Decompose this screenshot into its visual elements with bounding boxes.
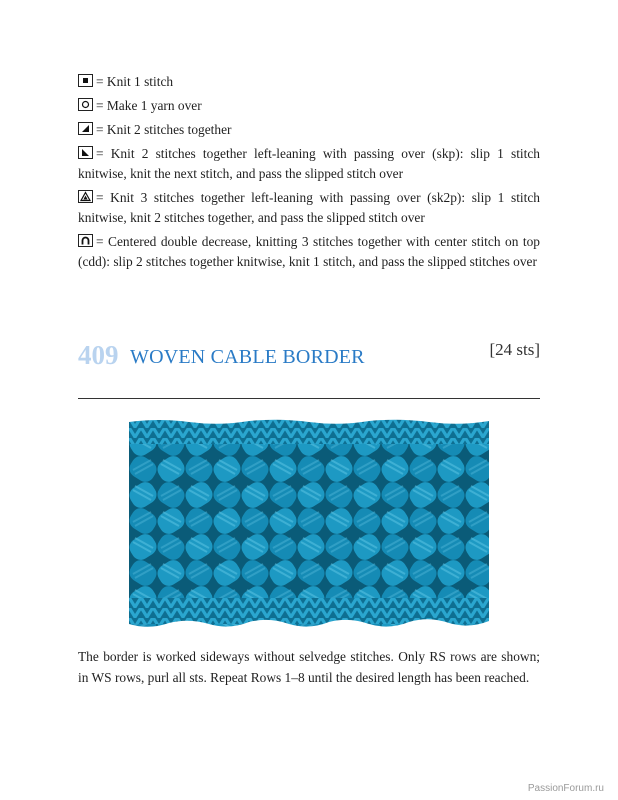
legend-text: = Centered double decrease, knitting 3 stitches together with center stitch on top (cdd): slip 2 stitches together knitwise, knit 1 stitch, and pass the slipped stitches over (78, 234, 540, 269)
cdd-arch-icon (78, 234, 93, 247)
legend-item-skp (78, 144, 540, 184)
pattern-header (78, 340, 540, 374)
k2tog-triangle-icon (78, 122, 93, 135)
legend-text: = Knit 1 stitch (96, 74, 174, 89)
legend-item-k2tog (78, 120, 540, 140)
yarn-over-circle-icon (78, 98, 93, 111)
legend-text: = Knit 2 stitches together left-leaning with passing over (skp): slip 1 stitch knitwise, knit the next stitch, and pass the slipped stitch over (78, 146, 540, 181)
pattern-description: The border is worked sideways without selvedge stitches. Only RS rows are shown; in WS rows, purl all sts. Repeat Rows 1–8 until the desired length has been reached. (78, 649, 540, 685)
knitted-swatch-photo (129, 418, 489, 636)
legend-text: = Knit 3 stitches together left-leaning with passing over (sk2p): slip 1 stitch knitwise, knit 2 stitches together, and pass the slipped stitch over (78, 190, 540, 225)
legend-text: = Knit 2 stitches together (96, 122, 232, 137)
site-watermark: PassionForum.ru (527, 783, 604, 794)
stitch-count: [24 sts] (489, 340, 540, 359)
sk2p-triangle-icon (78, 190, 93, 203)
legend-text: = Make 1 yarn over (96, 98, 202, 113)
pattern-title: WOVEN CABLE BORDER (130, 346, 365, 368)
header-divider (78, 398, 540, 399)
legend-item-cdd (78, 232, 540, 272)
legend-item-sk2p (78, 188, 540, 228)
legend-item-yarn-over (78, 96, 540, 116)
knit-square-icon (78, 74, 93, 87)
skp-triangle-icon (78, 146, 93, 159)
legend-item-knit (78, 72, 540, 92)
pattern-number: 409 (78, 340, 119, 370)
symbol-legend (78, 72, 540, 276)
